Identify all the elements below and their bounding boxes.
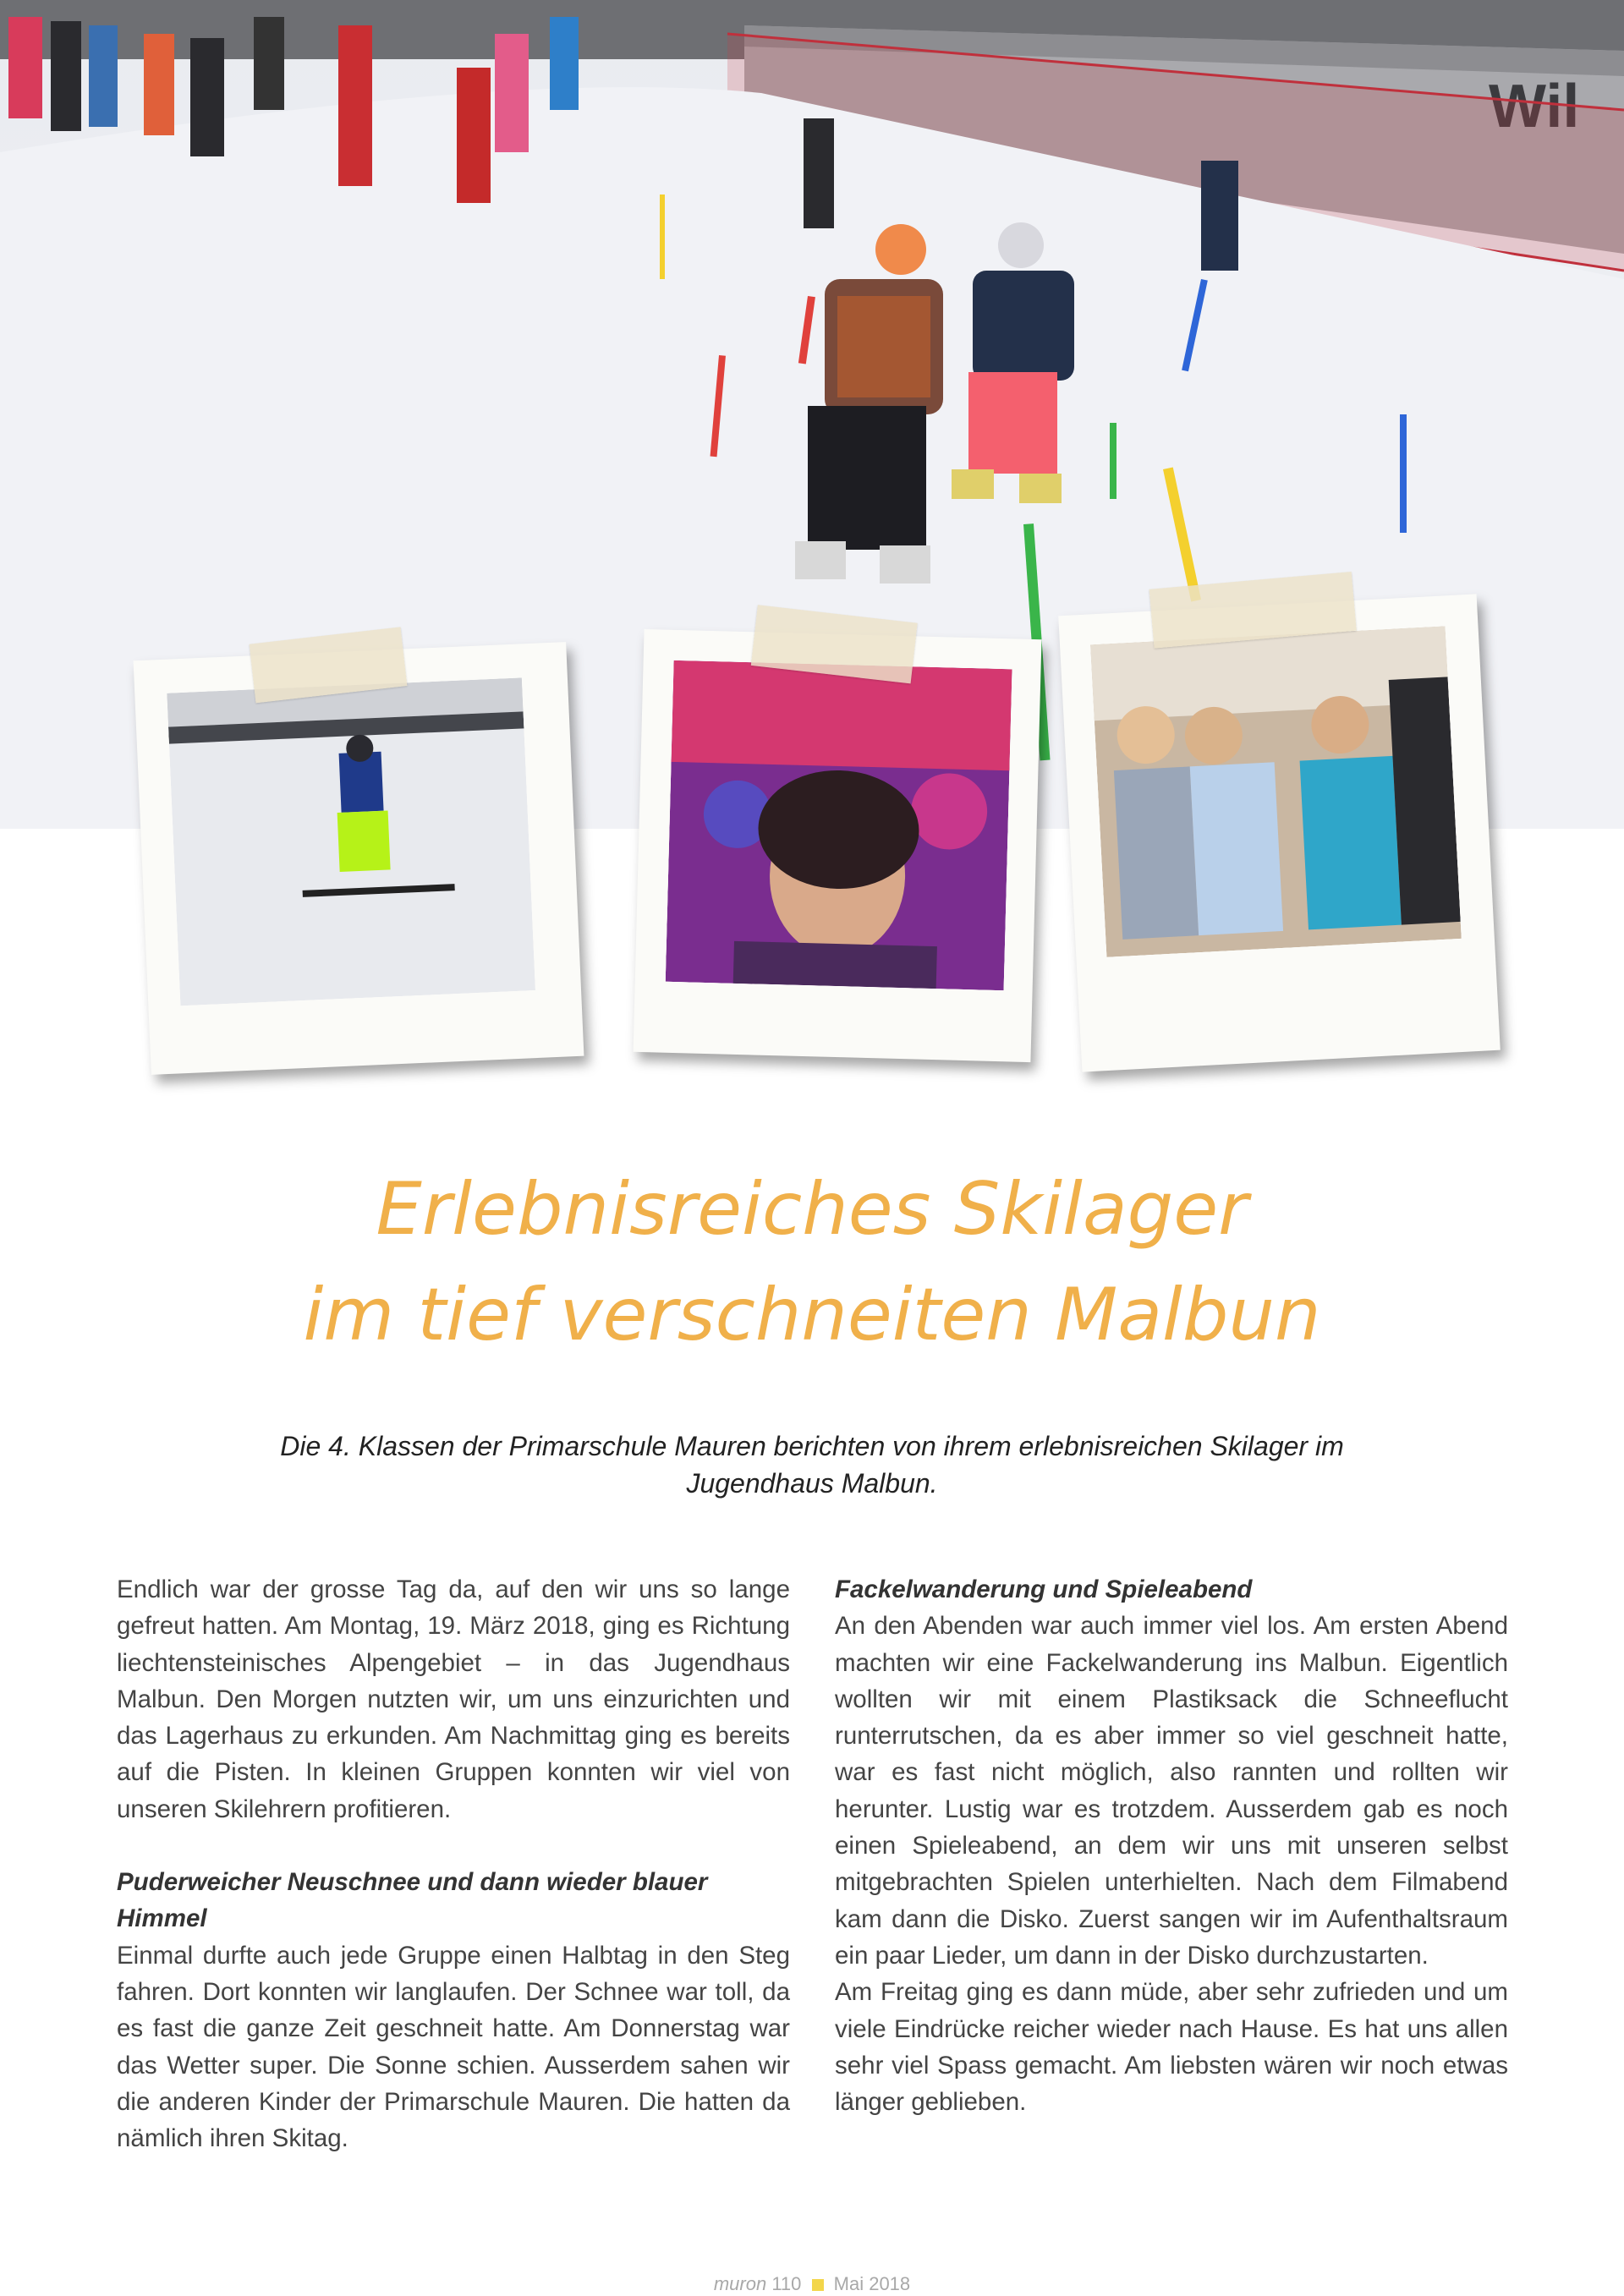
footer-issue: 110: [771, 2273, 802, 2294]
footer-square-marker: [812, 2279, 824, 2291]
footer-date: Mai 2018: [833, 2273, 911, 2294]
article-title-line-2: im tief verschneiten Malbun: [303, 1273, 1321, 1357]
polaroid-photo-skier: [134, 642, 584, 1075]
right-paragraph-2: Am Freitag ging es dann müde, aber sehr zufrieden und um viele Eindrücke reicher wieder nach Hause. Es hat uns allen sehr viel Spass gemacht. Am liebsten wären wir noch etwas länger geblieben.: [835, 1978, 1508, 2117]
skier-neon-photo: [167, 677, 535, 1006]
right-heading-1: Fackelwanderung und Spieleabend: [835, 1575, 1253, 1603]
left-paragraph-1: Endlich war der grosse Tag da, auf den wir uns so lange gefreut hatten. Am Montag, 19. März 2018, ging es Richtung liechtensteinisches Alpengebiet – in das Jugendhaus Malbun. Den Morgen nutzten wir, um uns einzurichten und das Lagerhaus zu erkunden. Am Nachmittag ging es bereits auf die Pisten. In kleinen Gruppen konnten wir viel von unseren Skilehrern profitieren.: [117, 1575, 790, 1823]
polaroid-photo-singing: [1058, 594, 1501, 1071]
disco-portrait-photo: [666, 660, 1012, 990]
wall-banner-text: Wil: [1489, 73, 1580, 140]
left-heading-2: Puderweicher Neuschnee und dann wieder blauer Himmel: [117, 1868, 708, 1933]
right-paragraph-1: An den Abenden war auch immer viel los. Am ersten Abend machten wir eine Fackelwanderung ins Malbun. Eigentlich wollten wir mit einem Plastiksack die Schneeflucht runterrutschen, da es aber immer so viel geschneit hatte, war es fast nicht möglich, also rannten und rollten wir herunter. Lustig war es trotzdem. Ausserdem gab es noch einen Spieleabend, an dem wir uns mit unseren selbst mitgebrachten Spielen unterhielten. Nach dem Filmabend kam dann die Disko. Zuerst sangen wir im Aufenthaltsraum ein paar Lieder, um dann in der Disko durchzustarten.: [835, 1612, 1508, 1970]
polaroid-photo-disco: [634, 629, 1042, 1062]
left-column: [117, 1571, 790, 2156]
article-lead: Die 4. Klassen der Primarschule Mauren berichten von ihrem erlebnisreichen Skilager im Jugendhaus Malbun.: [280, 1431, 1344, 1499]
left-paragraph-2: Einmal durfte auch jede Gruppe einen Halbtag in den Steg fahren. Dort konnten wir langlaufen. Der Schnee war toll, da es fast die ganze Zeit geschneit hatte. Am Donnerstag war das Wetter super. Die Sonne schien. Ausserdem sahen wir die anderen Kinder der Primarschule Mauren. Die hatten da nämlich ihren Skitag.: [117, 1941, 790, 2153]
right-column: [835, 1571, 1508, 2120]
children-singing-photo: [1090, 626, 1462, 956]
article-title-line-1: Erlebnisreiches Skilager: [376, 1167, 1248, 1252]
footer-magazine: muron: [713, 2273, 767, 2294]
page-footer: [0, 2273, 1624, 2295]
